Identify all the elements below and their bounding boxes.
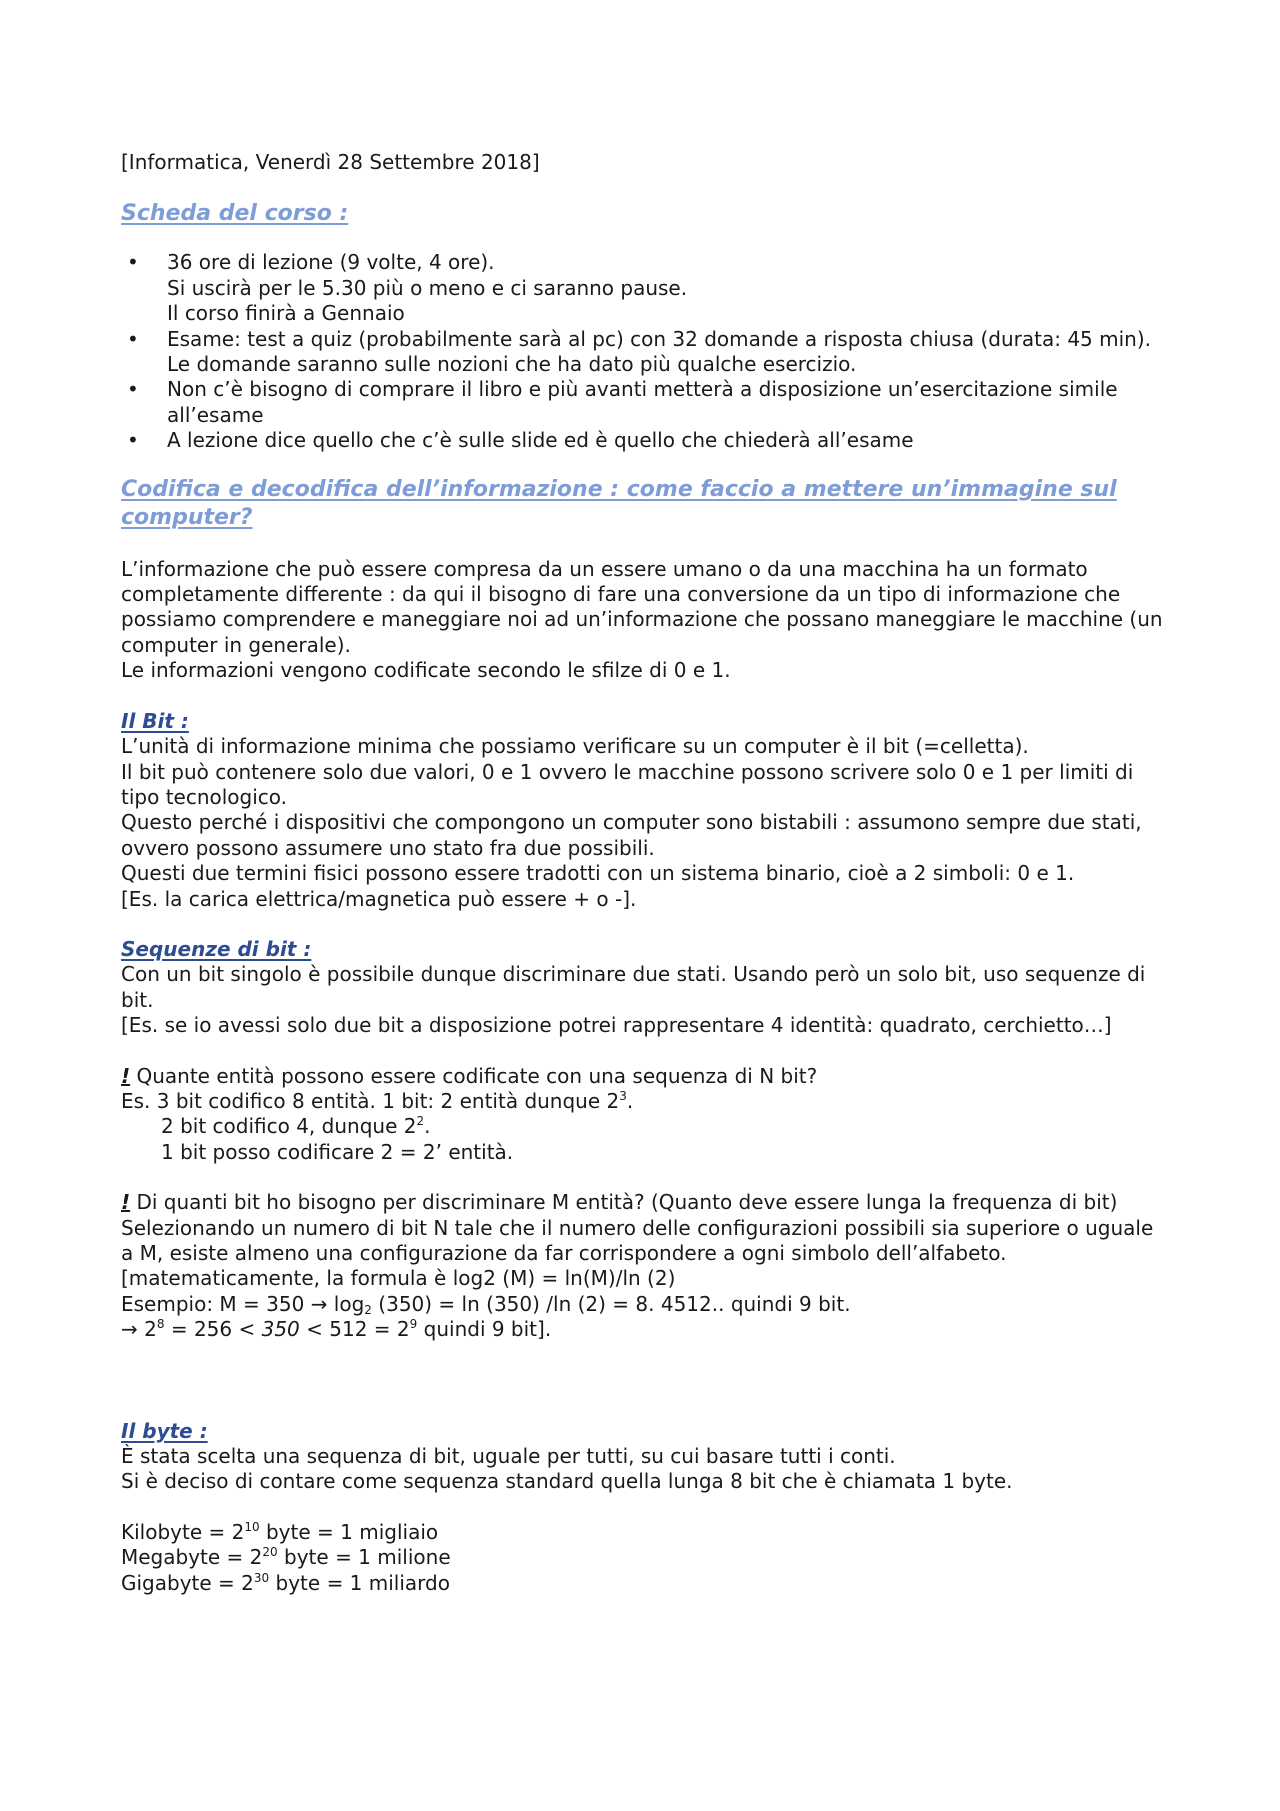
exclamation-mark: ! bbox=[121, 1190, 131, 1215]
heading-byte: Il byte : bbox=[121, 1418, 208, 1443]
date-line: [Informatica, Venerdì 28 Settembre 2018] bbox=[121, 150, 540, 174]
sequenze-line: Con un bit singolo è possibile dunque discriminare due stati. Usando però un solo bit, uso sequenze di bit. bbox=[121, 962, 1146, 1012]
answer-paragraph: Selezionando un numero di bit N tale che il numero delle configurazioni possibili sia superiore o uguale a M, esiste almeno una configurazione da far corrispondere a ogni simbolo dell’alfabeto. bbox=[121, 1215, 1154, 1265]
byte-line: È stata scelta una sequenza di bit, uguale per tutti, su cui basare tutti i conti. bbox=[121, 1444, 896, 1469]
list-item: • A lezione dice quello che c’è sulle slide ed è quello che chiederà all’esame bbox=[127, 428, 914, 453]
list-item: • Esame: test a quiz (probabilmente sarà al pc) con 32 domande a risposta chiusa (durata: 45 min). Le domande saranno sulle nozioni che ha dato più qualche esercizio. bbox=[127, 326, 1151, 377]
formula-example-2: → $2^8 = 256 < 350 < 512 = 2^9$ quindi 9 bit]. bbox=[121, 1317, 552, 1342]
bit-line: Questi due termini fisici possono essere tradotti con un sistema binario, cioè a 2 simboli: 0 e 1. bbox=[121, 861, 1075, 886]
heading-codifica: Codifica e decodifica dell’informazione : come faccio a mettere un’immagine sul computer? bbox=[121, 476, 1117, 530]
unit-line: Megabyte = $2^{20}$ byte = 1 milione bbox=[121, 1545, 451, 1570]
scheda-list bbox=[121, 250, 1171, 453]
codifica-paragraph-2: Le informazioni vengono codificate secondo le sfilze di 0 e 1. bbox=[121, 658, 731, 683]
bullet-icon: • bbox=[127, 250, 139, 275]
sequenze-line: [Es. se io avessi solo due bit a disposizione potrei rappresentare 4 identità: quadrato, cerchietto…] bbox=[121, 1013, 1112, 1038]
document-body bbox=[121, 150, 1171, 1596]
heading-bit: Il Bit : bbox=[121, 708, 189, 733]
formula-example: Esempio: $M = 350 \to \log_2 (350) = \ln (350)$ /ln (2) = 8. 4512.. quindi 9 bit. bbox=[121, 1291, 851, 1317]
list-item: • 36 ore di lezione (9 volte, 4 ore). Si uscirà per le 5.30 più o meno e ci saranno pause. Il corso finirà a Gennaio bbox=[127, 250, 688, 326]
example-line: 2 bit codifico 4, dunque $2^2$. bbox=[161, 1114, 431, 1139]
formula-line: [matematicamente, la formula è log2 (M) = ln(M)/ln (2) bbox=[121, 1266, 676, 1291]
codifica-paragraph: L’informazione che può essere compresa da un essere umano o da una macchina ha un formato completamente differente : da qui il bisogno di fare una conversione da un tipo di informazione che possiamo comprendere e maneggiare noi ad un’informazione che possano maneggiare le macchine (un computer in generale). bbox=[121, 556, 1163, 657]
bit-line: Questo perché i dispositivi che compongono un computer sono bistabili : assumono sempre due stati, ovvero possono assumere uno stato fra due possibili. bbox=[121, 810, 1142, 860]
question-1: ! Quante entità possono essere codificate con una sequenza di N bit? bbox=[121, 1063, 818, 1088]
heading-scheda: Scheda del corso : bbox=[121, 201, 349, 227]
bullet-icon: • bbox=[127, 326, 139, 351]
bit-line: L’unità di informazione minima che possiamo verificare su un computer è il bit (=celletta). bbox=[121, 734, 1029, 759]
bullet-icon: • bbox=[127, 377, 139, 402]
list-item: • Non c’è bisogno di comprare il libro e più avanti metterà a disposizione un’esercitazione simile all’esame bbox=[127, 377, 1118, 427]
exclamation-mark: ! bbox=[121, 1063, 131, 1088]
question-2: ! Di quanti bit ho bisogno per discriminare M entità? (Quanto deve essere lunga la frequenza di bit) bbox=[121, 1190, 1118, 1215]
byte-line: Si è deciso di contare come sequenza standard quella lunga 8 bit che è chiamata 1 byte. bbox=[121, 1469, 1013, 1494]
unit-line: Gigabyte = $2^{30}$ byte = 1 miliardo bbox=[121, 1570, 450, 1595]
example-line: Es. 3 bit codifico 8 entità. 1 bit: 2 entità dunque $2^3$. bbox=[121, 1088, 634, 1113]
unit-line: Kilobyte = $2^{10}$ byte = 1 migliaio bbox=[121, 1519, 439, 1544]
bullet-icon: • bbox=[127, 428, 139, 453]
bit-line: [Es. la carica elettrica/magnetica può essere + o -]. bbox=[121, 886, 637, 911]
heading-sequenze: Sequenze di bit : bbox=[121, 936, 312, 961]
bit-line: Il bit può contenere solo due valori, 0 e 1 ovvero le macchine possono scrivere solo 0 e 1 per limiti di tipo tecnologico. bbox=[121, 759, 1134, 809]
example-line: 1 bit posso codificare 2 = 2’ entità. bbox=[161, 1139, 514, 1164]
